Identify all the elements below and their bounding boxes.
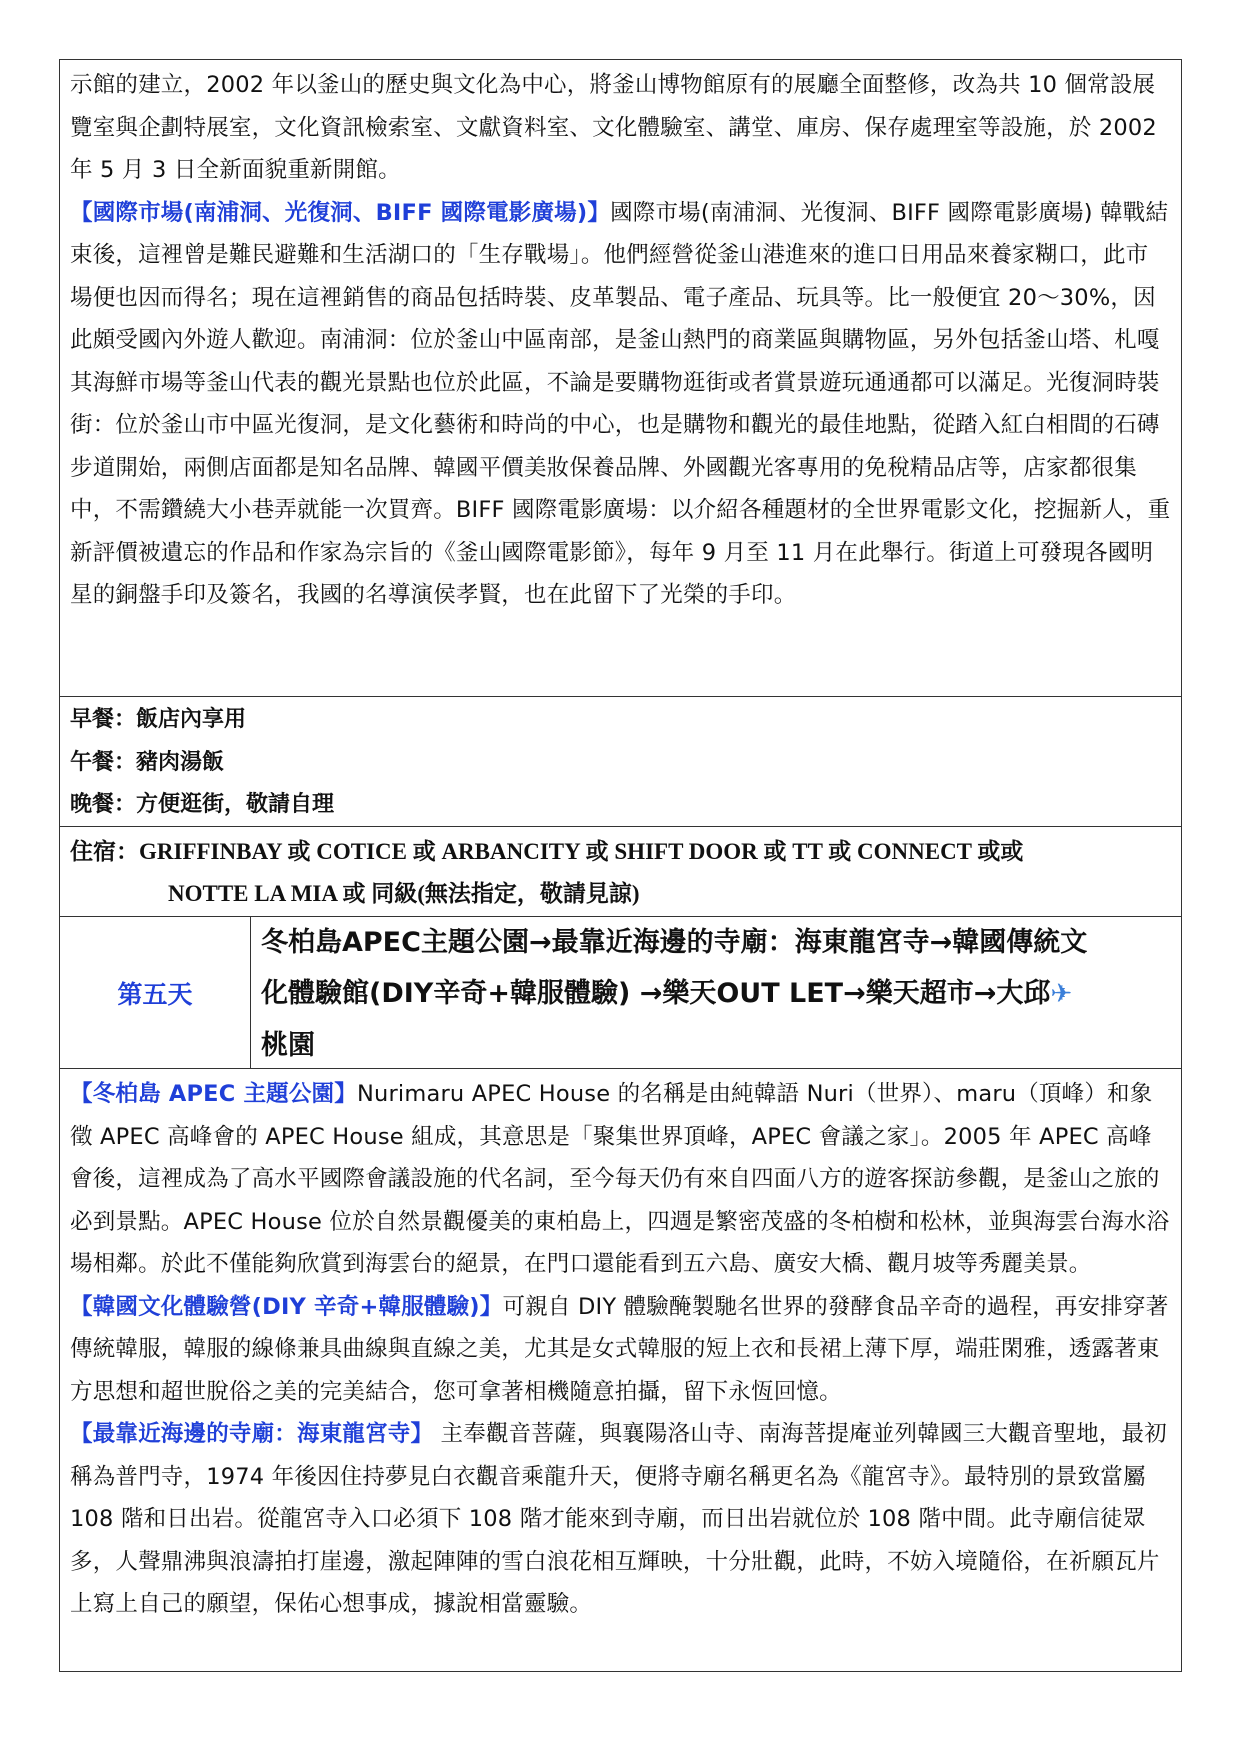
apec-text: Nurimaru APEC House 的名稱是由純韓語 Nuri（世界）、maru（頂峰）和象徵 APEC 高峰會的 APEC House 組成，其意思是「聚集世界頂峰，APEC 會議之家」。2005 年 APEC 高峰會後，這裡成為了高水平國際會議設施的代名詞，至今每天仍有來自四面八方的遊客探訪參觀，是釜山之旅的必到景點。APEC House 位於自然景觀優美的東柏島上，四週是繁密茂盛的冬柏樹和松林，並與海雲台海水浴場相鄰。於此不僅能夠欣賞到海雲台的絕景，在門口還能看到五六島、廣安大橋、觀月坡等秀麗美景。 (70, 1081, 1170, 1277)
apec-heading: 【冬柏島 APEC 主題公園】 (70, 1081, 357, 1107)
culture-paragraph (70, 1286, 1171, 1414)
breakfast-line: 早餐：飯店內享用 (70, 707, 247, 732)
day5-label: 第五天 (60, 917, 251, 1068)
lunch-line: 午餐：豬肉湯飯 (70, 749, 225, 775)
route-line-2: 化體驗館(DIY辛奇+韓服體驗) →樂天OUT LET→樂天超市→大邱✈ (261, 978, 1073, 1009)
attractions-section-1 (59, 59, 1182, 696)
hotel-line-2: NOTTE LA MIA 或 同級(無法指定，敬請見諒) (168, 881, 640, 906)
temple-heading: 【最靠近海邊的寺廟：海東龍宮寺】 (70, 1421, 434, 1447)
temple-paragraph (70, 1413, 1171, 1626)
temple-text: 主奉觀音菩薩，與襄陽洛山寺、南海菩提庵並列韓國三大觀音聖地，最初稱為普門寺，1974 年後因住持夢見白衣觀音乘龍升天，便將寺廟名稱更名為《龍宮寺》。最特別的景致當屬 108 階和日出岩。從龍宮寺入口必須下 108 階才能來到寺廟，而日出岩就位於 108 階中間。此寺廟信徒眾多，人聲鼎沸與浪濤拍打崖邊，激起陣陣的雪白浪花相互輝映，十分壯觀，此時，不妨入境隨俗，在祈願瓦片上寫上自己的願望，保佑心想事成，據說相當靈驗。 (70, 1421, 1167, 1617)
itinerary-page (59, 59, 1182, 1672)
market-text: 國際市場(南浦洞、光復洞、BIFF 國際電影廣場) 韓戰結束後，這裡曾是難民避難和生活湖口的「生存戰場」。他們經營從釜山港進來的進口日用品來養家糊口，此市場便也因而得名；現在這裡銷售的商品包括時裝、皮革製品、電子產品、玩具等。比一般便宜 20～30%，因此頗受國內外遊人歡迎。南浦洞：位於釜山中區南部，是釜山熱門的商業區與購物區，另外包括釜山塔、札嘎其海鮮市場等釜山代表的觀光景點也位於此區，不論是要購物逛街或者賞景遊玩通通都可以滿足。光復洞時裝街：位於釜山市中區光復洞，是文化藝術和時尚的中心，也是購物和觀光的最佳地點，從踏入紅白相間的石磚步道開始，兩側店面都是知名品牌、韓國平價美妝保養品牌、外國觀光客專用的免稅精品店等，店家都很集中，不需鑽繞大小巷弄就能一次買齊。BIFF 國際電影廣場：以介紹各種題材的全世界電影文化，挖掘新人，重新評價被遺忘的作品和作家為宗旨的《釜山國際電影節》，每年 9 月至 11 月在此舉行。街道上可發現各國明星的銅盤手印及簽名，我國的名導演侯孝賢，也在此留下了光榮的手印。 (70, 199, 1171, 608)
airplane-icon: ✈ (1050, 979, 1073, 1009)
meals-section (59, 696, 1182, 826)
attractions-section-2 (59, 1068, 1182, 1672)
hotel-line-1: 住宿：GRIFFINBAY 或 COTICE 或 ARBANCITY 或 SHIFT DOOR 或 TT 或 CONNECT 或或 (70, 839, 1024, 864)
hotel-section (59, 826, 1182, 916)
museum-paragraph: 示館的建立，2002 年以釜山的歷史與文化為中心，將釜山博物館原有的展廳全面整修，改為共 10 個常設展覽室與企劃特展室，文化資訊檢索室、文獻資料室、文化體驗室、講堂、庫房、保存處理室等設施，於 2002 年 5 月 3 日全新面貌重新開館。 (70, 72, 1157, 183)
market-paragraph (70, 192, 1171, 617)
route-line-1: 冬柏島APEC主題公園→最靠近海邊的寺廟：海東龍宮寺→韓國傳統文 (261, 927, 1088, 958)
culture-heading: 【韓國文化體驗營(DIY 辛奇+韓服體驗)】 (70, 1293, 503, 1320)
day5-route (251, 917, 1181, 1068)
dinner-line: 晚餐：方便逛街，敬請自理 (70, 792, 335, 817)
day5-row (59, 916, 1182, 1068)
route-line-3: 桃園 (261, 1030, 315, 1061)
apec-paragraph (70, 1073, 1171, 1286)
culture-text: 可親自 DIY 體驗醃製馳名世界的發酵食品辛奇的過程，再安排穿著傳統韓服，韓服的線條兼具曲線與直線之美，尤其是女式韓服的短上衣和長裙上薄下厚，端莊閑雅，透露著東方思想和超世脫俗之美的完美結合，您可拿著相機隨意拍攝，留下永恆回憶。 (70, 1293, 1169, 1405)
market-heading: 【國際市場(南浦洞、光復洞、BIFF 國際電影廣場)】 (70, 199, 611, 226)
